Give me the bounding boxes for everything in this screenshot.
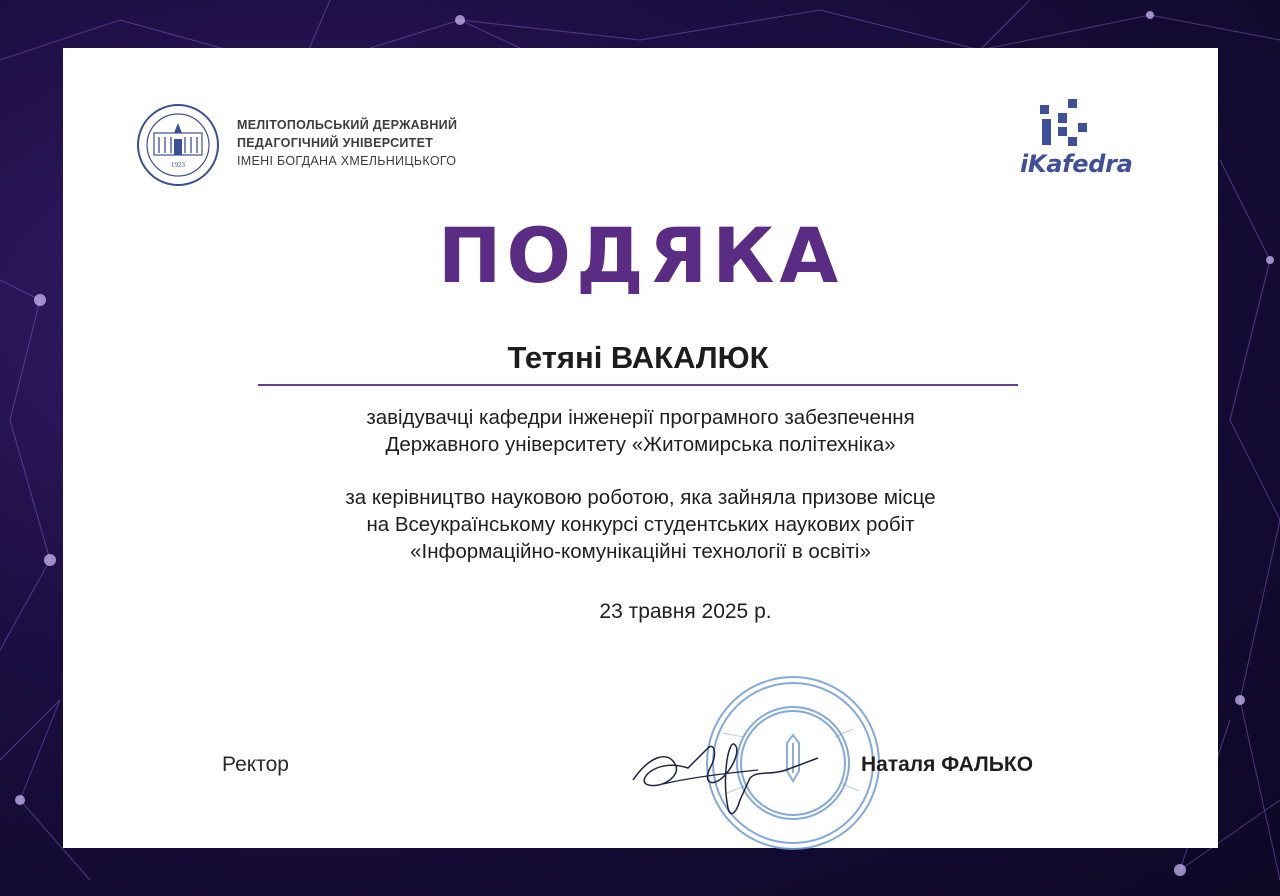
reason-line: на Всеукраїнському конкурсі студентських наукових робіт [366,513,915,536]
reason-line: «Інформаційно-комунікаційні технології в освіті» [410,540,871,563]
certificate-date: 23 травня 2025 р. [599,600,772,623]
signatory-name: Наталя ФАЛЬКО [861,753,1034,776]
recipient-name: Тетяні ВАКАЛЮК [507,340,769,375]
ikafedra-logo-text: iKafedra [1020,150,1133,178]
university-name-line2: ПЕДАГОГІЧНИЙ УНІВЕРСИТЕТ [237,136,434,150]
signatory-role: Ректор [222,753,289,776]
rector-signature [618,718,828,838]
position-line: Державного університету «Житомирська політехніка» [385,433,896,456]
recipient-position [63,404,1218,458]
certificate-sheet [63,48,1218,848]
university-name [237,116,537,170]
certificate-title: ПОДЯКА [437,211,844,300]
university-seal-logo [136,103,220,187]
award-reason [63,484,1218,565]
reason-line: за керівництво науковою роботою, яка зайняла призове місце [345,486,936,509]
recipient-underline [258,384,1018,386]
seal-year: 1923 [171,161,185,169]
university-name-line3: ІМЕНІ БОГДАНА ХМЕЛЬНИЦЬКОГО [237,154,457,168]
university-name-line1: МЕЛІТОПОЛЬСЬКИЙ ДЕРЖАВНИЙ [237,118,458,132]
position-line: завідувачці кафедри інженерії програмного забезпечення [366,406,915,429]
